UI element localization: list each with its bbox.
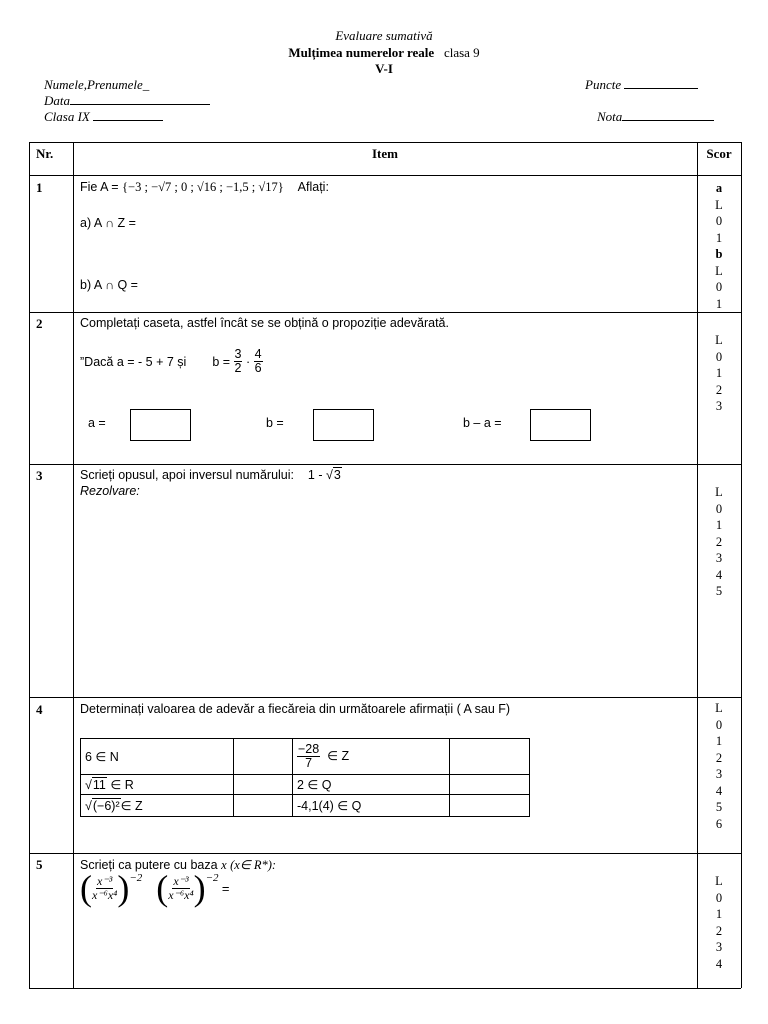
score-label: 0 — [715, 214, 723, 228]
item2-score — [697, 332, 741, 415]
statement-cell: √(−6)²∈ Z — [81, 795, 234, 817]
item5-score — [697, 873, 741, 972]
item1-prompt — [80, 180, 329, 195]
left-paren: ( — [80, 868, 92, 908]
fraction: $\frac{\text{x⁻³}}{\text{x⁻⁶x⁴}}$ — [92, 873, 118, 902]
date-label: Data — [44, 93, 70, 108]
date-line — [70, 93, 210, 105]
item3-prompt: Scrieți opusul, apoi inversul numărului: 1 - √3 — [80, 468, 341, 482]
item4-prompt: Determinați valoarea de adevăr a fiecăreia din următoarele afirmații ( A sau F) — [80, 702, 511, 716]
col-header-item: Item — [372, 146, 398, 161]
equals-sign: = — [221, 880, 230, 896]
col-header-nr: Nr. — [36, 146, 54, 161]
item1-prompt-text: Fie A = — [80, 180, 123, 194]
score-label: L — [715, 485, 723, 499]
box-b-input[interactable] — [313, 409, 374, 441]
exponent: −2 — [129, 872, 143, 884]
doc-title-bold: Mulțimea numerelor reale — [288, 45, 435, 60]
score-label: 0 — [715, 890, 723, 905]
points-label: Puncte — [585, 77, 622, 92]
item3-resolution-label: Rezolvare: — [80, 484, 140, 498]
score-label: 2 — [715, 923, 723, 938]
statement-cell: √11 ∈ R — [81, 775, 234, 795]
answer-cell[interactable] — [234, 795, 293, 817]
item5-prompt-text: Scrieți ca putere cu baza — [80, 858, 218, 872]
sqrt-radicand: 11 — [92, 778, 106, 792]
date-field[interactable] — [44, 93, 210, 109]
item1-answer-b: b) A ∩ Q = — [80, 278, 138, 292]
sqrt-radicand: (−6)² — [92, 799, 120, 813]
fraction: $\frac{-28}{7}$ — [298, 742, 320, 770]
doc-subtitle: Evaluare sumativă — [335, 28, 433, 43]
score-label: L — [715, 263, 723, 278]
score-label: 0 — [715, 717, 723, 732]
item1-task: Aflați: — [297, 180, 329, 194]
statement-cell: -4,1(4) ∈ Q — [293, 795, 450, 817]
score-label: 1 — [715, 366, 723, 380]
item-number: 1 — [36, 180, 43, 195]
score-label: 3 — [715, 551, 723, 565]
score-label: 0 — [715, 349, 723, 364]
score-label: L — [715, 701, 723, 715]
box-a-input[interactable] — [130, 409, 191, 441]
box-ba-label: b – a = — [463, 416, 502, 430]
class-field[interactable] — [44, 109, 163, 125]
grade-field[interactable] — [597, 109, 714, 125]
grade-line — [622, 109, 714, 121]
score-label: 4 — [715, 783, 723, 798]
score-label: L — [715, 874, 723, 888]
class-line — [93, 109, 163, 121]
item5-expression — [80, 870, 229, 906]
table-border — [29, 697, 741, 698]
score-label: L — [715, 333, 723, 347]
score-label: b — [715, 247, 723, 261]
score-label: 1 — [715, 296, 723, 311]
statement-cell — [293, 739, 450, 775]
fraction: $\frac{3}{2}$ — [234, 347, 242, 375]
statement-cell: 2 ∈ Q — [293, 775, 450, 795]
item5-condition: (x∈ R*): — [230, 858, 277, 872]
score-label: 1 — [715, 230, 723, 245]
fraction: $\frac{4}{6}$ — [254, 347, 262, 375]
name-field[interactable] — [44, 77, 149, 93]
truth-table — [80, 738, 530, 817]
item-number: 5 — [36, 857, 43, 872]
item5-base: x — [221, 858, 227, 872]
table-border — [73, 142, 74, 988]
left-paren: ( — [156, 868, 169, 908]
score-label: 1 — [715, 734, 723, 748]
sqrt-radicand: 3 — [333, 468, 341, 482]
answer-cell[interactable] — [450, 739, 530, 775]
item3-number: 1 - — [307, 468, 326, 482]
item1-score — [697, 180, 741, 312]
item-number: 3 — [36, 468, 43, 483]
doc-class: clasa 9 — [443, 45, 480, 60]
item-number: 2 — [36, 316, 43, 331]
item2-prompt: Completați caseta, astfel încât se se obțină o propoziție adevărată. — [80, 316, 449, 330]
score-label: 2 — [715, 382, 723, 397]
dot-operator: · — [245, 354, 251, 369]
answer-cell[interactable] — [234, 775, 293, 795]
points-field[interactable] — [585, 77, 698, 93]
score-label: 1 — [715, 907, 723, 921]
table-border — [741, 142, 742, 988]
answer-cell[interactable] — [450, 775, 530, 795]
score-label: 4 — [715, 567, 723, 582]
score-label: 2 — [715, 534, 723, 549]
table-border — [29, 312, 741, 313]
score-label: 5 — [715, 584, 723, 598]
item3-prompt-text: Scrieți opusul, apoi inversul numărului: — [80, 468, 294, 482]
score-label: 0 — [715, 501, 723, 516]
statement-cell: 6 ∈ N — [81, 739, 234, 775]
score-label: 4 — [715, 956, 723, 971]
item1-answer-a: a) A ∩ Z = — [80, 216, 136, 230]
score-label: 3 — [715, 940, 723, 954]
doc-variant: V-I — [375, 61, 393, 76]
statement-rest: ∈ Z — [327, 748, 350, 763]
box-a-label: a = — [88, 416, 106, 430]
statement-rest: ∈ R — [110, 778, 134, 792]
score-label: 3 — [715, 399, 723, 413]
score-label: 6 — [715, 816, 723, 831]
points-line — [624, 77, 698, 89]
right-paren: ) — [117, 868, 130, 908]
score-label: 3 — [715, 767, 723, 781]
right-paren: ) — [193, 868, 206, 908]
table-border — [29, 853, 741, 854]
table-border — [29, 142, 30, 988]
col-header-score: Scor — [706, 146, 732, 161]
fraction: $\frac{\text{x⁻³}}{\text{x⁻⁶x⁴}}$ — [168, 873, 194, 902]
exponent: −2 — [205, 872, 219, 884]
answer-cell[interactable] — [450, 795, 530, 817]
table-border — [29, 175, 741, 176]
item-number: 4 — [36, 702, 43, 717]
box-b-label: b = — [266, 416, 284, 430]
item2-cond-a: ”Dacă a = - 5 + 7 și — [80, 354, 187, 369]
class-label: Clasa IX — [44, 109, 90, 124]
score-label: L — [715, 197, 723, 212]
score-label: 2 — [715, 750, 723, 765]
grade-label: Nota — [597, 109, 623, 124]
score-label: 0 — [715, 280, 723, 294]
table-border — [29, 988, 741, 989]
table-border — [29, 464, 741, 465]
item2-cond-b: b = — [212, 354, 231, 369]
score-label: 1 — [715, 518, 723, 532]
item3-score — [697, 484, 741, 600]
score-label: 5 — [715, 800, 723, 814]
statement-rest: ∈ Z — [120, 799, 143, 813]
box-ba-input[interactable] — [530, 409, 591, 441]
table-border — [29, 142, 741, 143]
answer-cell[interactable] — [234, 739, 293, 775]
set-a: {−3 ; −√7 ; 0 ; √16 ; −1,5 ; √17} — [122, 180, 284, 194]
item2-condition — [80, 348, 263, 375]
score-label: a — [715, 181, 723, 195]
item4-score — [697, 700, 741, 832]
doc-title — [0, 45, 768, 61]
name-label: Numele,Prenumele_ — [44, 77, 150, 92]
